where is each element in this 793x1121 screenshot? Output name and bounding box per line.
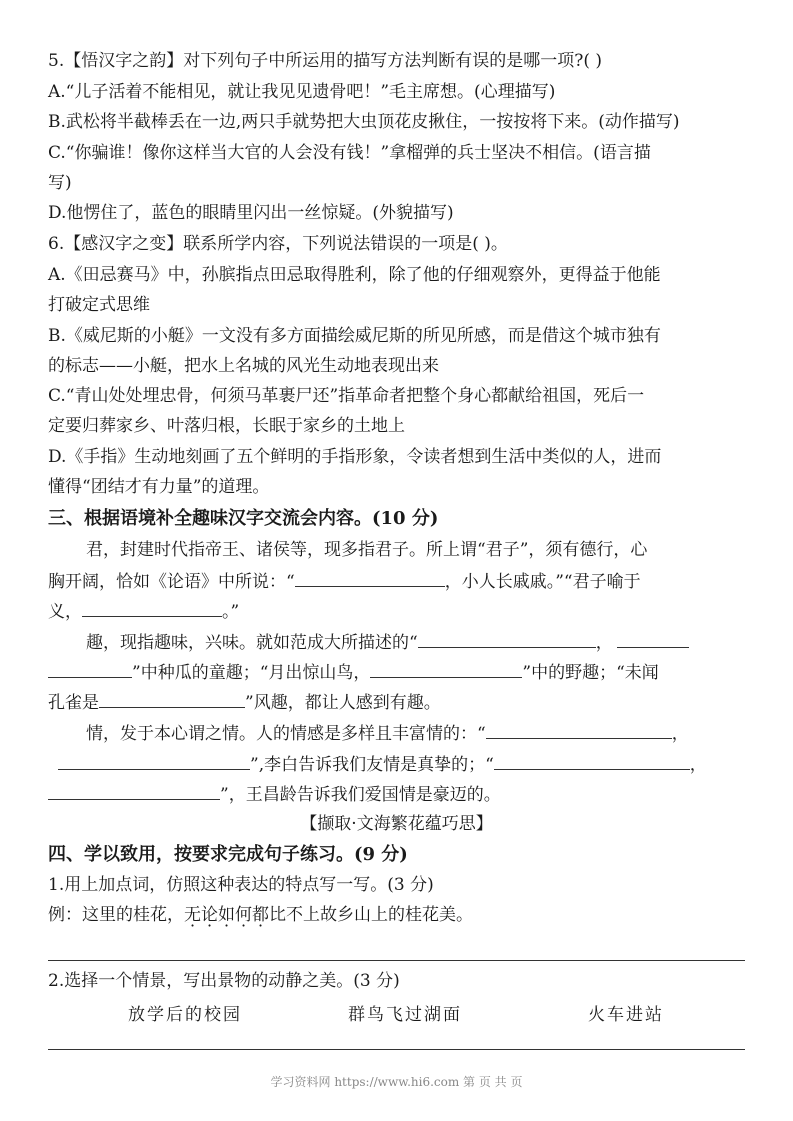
sec3-p3-line3	[48, 781, 501, 807]
sec4-q1: 1.用上加点词，仿照这种表达的特点写一写。(3 分)	[48, 875, 434, 895]
q5-option-c-line2: 写)	[48, 173, 72, 193]
q6-option-c-line1: C.“青山处处埋忠骨，何须马革裹尸还”指革命者把整个身心都献给祖国，死后一	[48, 386, 645, 406]
q6-option-c-line2: 定要归葬家乡、叶落归根，长眠于家乡的土地上	[48, 416, 405, 436]
dotted-char: 何	[235, 905, 252, 925]
scene-option-3: 火车进站	[588, 1005, 664, 1025]
example-text-a: 例：这里的桂花，	[48, 905, 184, 925]
q6-option-d-line1: D.《手指》生动地刻画了五个鲜明的手指形象，令读者想到生活中类似的人，进而	[48, 447, 662, 467]
q5-option-d: D.他愣住了，蓝色的眼睛里闪出一丝惊疑。(外貌描写)	[48, 203, 454, 223]
sec3-p2-line3-text-b: ”风趣，都让人感到有趣。	[245, 693, 441, 713]
sec3-p3-line1-text-b: ，	[671, 724, 689, 744]
sec3-p1-line2-text-a: 胸开阔，恰如《论语》中所说：“	[48, 572, 295, 592]
q5-option-b: B.武松将半截棒丢在一边,两只手就势把大虫顶花皮揪住，一按按将下来。(动作描写)	[48, 112, 680, 132]
q5-option-c-line1: C.“你骗谁！像你这样当大官的人会没有钱！”拿榴弹的兵士坚决不相信。(语言描	[48, 143, 651, 163]
sec3-p1-line2	[48, 568, 641, 594]
fill-blank-4b[interactable]	[48, 659, 132, 678]
sec3-p2-line2-text-a: ”中种瓜的童趣；“月出惊山鸟，	[132, 663, 371, 683]
page-footer: 学习资料网 https://www.hi6.com 第 页 共 页	[270, 1075, 523, 1089]
sec3-p3-line1	[86, 720, 689, 746]
q6-option-a-line2: 打破定式思维	[48, 295, 150, 315]
answer-line-2[interactable]	[48, 1049, 745, 1050]
fill-blank-5[interactable]	[370, 659, 522, 678]
section4-title: 四、学以致用，按要求完成句子练习。(9 分)	[48, 844, 408, 865]
fill-blank-7b[interactable]	[58, 751, 250, 770]
fill-blank-8a[interactable]	[494, 751, 690, 770]
sec3-p2-line3	[48, 689, 441, 715]
dotted-char: 都	[252, 905, 269, 925]
section3-title: 三、根据语境补全趣味汉字交流会内容。(10 分)	[48, 508, 439, 529]
sec3-p2-line1	[86, 629, 689, 655]
sec3-p1-line1: 君，封建时代指帝王、诸侯等，现多指君子。所上谓“君子”，须有德行，心	[86, 540, 648, 560]
section-banner: 【撷取·文海繁花蕴巧思】	[300, 814, 493, 834]
q6-option-d-line2: 懂得“团结才有力量”的道理。	[48, 477, 270, 497]
dotted-char: 如	[218, 905, 235, 925]
sec3-p2-line2	[48, 659, 659, 685]
sec4-example	[48, 903, 473, 927]
sec3-p1-line3	[48, 598, 239, 624]
fill-blank-1[interactable]	[295, 568, 445, 587]
q6-option-b-line1: B.《威尼斯的小艇》一文没有多方面描绘威尼斯的所见所感，而是借这个城市独有	[48, 326, 661, 346]
scene-option-2: 群鸟飞过湖面	[348, 1005, 462, 1025]
sec3-p3-line2	[48, 751, 707, 777]
sec3-p3-line2-text-a: ”,李白告诉我们友情是真挚的；“	[250, 755, 494, 775]
sec3-p2-line1-text-b: ，	[595, 633, 613, 653]
fill-blank-6[interactable]	[99, 689, 245, 708]
answer-line-1[interactable]	[48, 960, 745, 961]
fill-blank-7a[interactable]	[486, 720, 672, 739]
fill-blank-3[interactable]	[418, 629, 596, 648]
q5-stem: 5.【悟汉字之韵】对下列句子中所运用的描写方法判断有误的是哪一项?( )	[48, 51, 603, 71]
example-text-b: 比不上故乡山上的桂花美。	[269, 905, 473, 925]
sec3-p3-line1-text-a: 情，发于本心谓之情。人的情感是多样且丰富情的：“	[86, 724, 486, 744]
fill-blank-4a[interactable]	[617, 629, 689, 648]
q6-option-b-line2: 的标志——小艇，把水上名城的风光生动地表现出来	[48, 356, 439, 376]
dotted-char: 无	[184, 905, 201, 925]
q6-stem: 6.【感汉字之变】联系所学内容，下列说法错误的一项是( )。	[48, 234, 508, 254]
sec3-p2-line3-text-a: 孔雀是	[48, 693, 99, 713]
sec3-p2-line1-text-a: 趣，现指趣味，兴味。就如范成大所描述的“	[86, 633, 418, 653]
sec3-p3-line3-text: ”，王昌龄告诉我们爱国情是豪迈的。	[220, 785, 501, 805]
fill-blank-2[interactable]	[82, 598, 222, 617]
scene-option-1: 放学后的校园	[128, 1005, 242, 1025]
sec4-q2: 2.选择一个情景，写出景物的动静之美。(3 分)	[48, 971, 400, 991]
fill-blank-8b[interactable]	[48, 781, 220, 800]
dotted-char: 论	[201, 905, 218, 925]
sec3-p3-line2-text-b: ，	[689, 755, 707, 775]
sec3-p1-line3-text-b: 。”	[222, 602, 240, 622]
q5-option-a: A.“儿子活着不能相见，就让我见见遗骨吧！”毛主席想。(心理描写)	[48, 82, 556, 102]
sec3-p1-line2-text-b: ，小人长戚戚。”“君子喻于	[444, 572, 641, 592]
sec3-p1-line3-text-a: 义，	[48, 602, 82, 622]
sec3-p2-line2-text-b: ”中的野趣；“未闻	[522, 663, 659, 683]
q6-option-a-line1: A.《田忌赛马》中，孙膑指点田忌取得胜利，除了他的仔细观察外，更得益于他能	[48, 265, 661, 285]
